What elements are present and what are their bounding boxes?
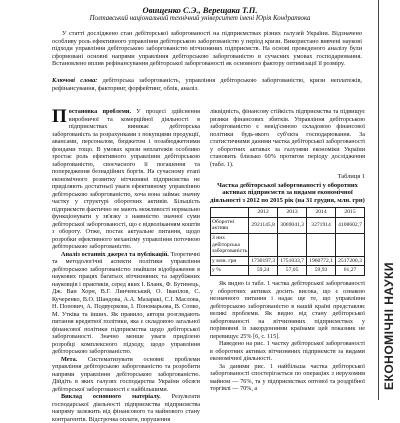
left-column — [52, 106, 201, 423]
table-header-row — [211, 208, 365, 218]
abstract: У статті досліджено стан дебіторської заборгованості на підприємствах різних галузей України. Відзначено особливу роль ефективного управління дебіторською заборгованістю у період кризи. Використано вивчені наукові підходи управління дебіторською заборгованістю вітчизняних підприємств. На основі проведеного аналізу були сформовані основні напрями управління дебіторською заборгованістю в сучасних умовах господарювання. Встановлено вплив рефінансування дебіторської заборгованості як основного фактору оптимізації її розміру. — [52, 30, 362, 68]
right-column — [210, 108, 365, 400]
table-cell: 4108602,7 — [336, 217, 365, 233]
author-affiliation: Полтавський національний технічний університет імені Юрія Кондратюка — [89, 15, 311, 22]
section-sidebar — [376, 0, 400, 400]
keywords-label: Ключові слова: — [52, 77, 98, 84]
table-row — [211, 256, 365, 266]
literature-paragraph — [52, 251, 200, 356]
table-cell: 61,27 — [336, 266, 365, 276]
right-paragraph-3: Наведено на рис. 1 частку дебіторської заборгованості в оборотних активах вітчизняних підприємств за видами економічної діяльності. — [210, 340, 365, 363]
intro-text: У процесі здійснення виробничої та комерційної діяльності в підприємствах виникає дебіторська заборгованість за розрахунками з покупцями продукції, авансами, персоналом, бюджетом і позабюджетними фондами тощо. В умовах кризи неплатежів особливо зростає роль ефективного управління дебіторською заборгованістю, своєчасного її погашення та попередження безнадійних боргів. На сучасному етапі економічного розвитку вітчизняні підприємства не приділяють достатньої уваги ефективному управлінню дебіторською заборгованістю, хоча вона займає значну частку у структурі оборотних активів. Більшість підприємств фактично не мають можливості нормально функціонувати у зв'язку з наявністю значної суми дебіторської заборгованості, що є відволіканням коштів з обороту. Отже, постає актуальне питання, щодо розробки ефективного механізму управління поточною дебіторською заборгованістю. — [52, 108, 201, 250]
table-cell: 1960772,1 — [307, 256, 336, 266]
article-authors: Овищенко С.Э., Верещака Т.П. — [142, 5, 258, 15]
table-row-label: З них дебіторська заборгованість — [211, 234, 249, 257]
table-cell: 2517200,3 — [336, 256, 365, 266]
table-row-label: у % — [211, 266, 249, 276]
main-text: Результати господарської діяльності підприємства підприємства напряму залежить від фінансового та майнового стану контрагентів. Відстрочка оплати, порушення — [52, 393, 200, 423]
intro-heading: остановка проблеми. — [68, 108, 132, 115]
table-cell: 1730197,3 — [249, 256, 278, 266]
data-table — [210, 207, 365, 276]
drop-cap: П — [52, 106, 67, 127]
table-header-cell: 2015 — [336, 208, 365, 218]
table-cell: 57,05 — [278, 266, 307, 276]
table-cell — [278, 234, 307, 257]
sidebar-divider — [378, 0, 379, 400]
main-paragraph — [52, 393, 200, 423]
table-cell: 59,93 — [307, 266, 336, 276]
section-label: ЕКОНОМІЧНІ НАУКИ — [382, 261, 396, 390]
main-heading: Виклад основного матеріалу. — [61, 393, 161, 400]
table-cell — [249, 234, 278, 257]
table-header-cell: 2013 — [278, 208, 307, 218]
table-row — [211, 234, 365, 257]
table-row — [211, 266, 365, 276]
table-row-label: у млн. грн — [211, 256, 249, 266]
table-title: Частка дебіторської заборгованості у оборотних активах підприємств за видами економічної діяльності з 2012 по 2015 рік (на 31 грудня, млн. грн) — [210, 181, 365, 204]
literature-heading: Аналіз останніх джерел та публікацій. — [61, 250, 169, 258]
literature-text: Теоретичні та методологічні аспекти політики управління дебіторською заборгованістю знайшли відображення в наукових працях багатьох вітчизняних та зарубіжних науковців і практиків, серед яких І. Бланк, Ф. Бутинець, Дж. Ван Хорн, В.Г. Линчевський, О. Іванілов, С. Кучеренко, В.О. Шандова, А.А. Мазаракі, С.І. Маслова, Н. Попович, А. Подвуєркова, І. Пономарьова, В. Сопко, М. Утківа та інших. Як правило, автори розглядають питання кредитної політики, яка є складовою загальної фінансової політики підприємства щодо дебіторської заборгованості. Значно менше уваги приділено розробці комплексного підходу, щодо управління дебіторською заборгованістю. — [52, 250, 201, 355]
right-paragraph-2: Як видно із табл. 1 частка дебіторської заборгованості у оборотних активах досить висока, що є ознакою незначного питання і надає ще те, що управління дебіторською заборгованістю в нашій країні представляє великі проблеми. Як видно від стану дебіторської заборгованості на вітчизняних підприємствах у порівнянні із закордонними країнами цей показник не перевищує 25% [6, с. 115]. — [210, 280, 365, 340]
table-cell — [307, 234, 336, 257]
goal-text: Систематизувати основні проблеми управління дебіторською заборгованістю та розробити напрями управління дебіторською заборгованістю. Дійдіть в яких галузях господарства України обсяги дебіторської заборгованості є найбільшими. — [52, 355, 200, 393]
keywords-text: дебіторська заборгованість, управління дебіторською заборгованістю, кризи неплатежів, рефінансування, факторинг, форфейтинг, облік, аналіз. — [52, 77, 362, 92]
table-cell — [336, 234, 365, 257]
intro-paragraph — [52, 108, 200, 251]
keywords — [52, 77, 362, 92]
goal-paragraph — [52, 356, 200, 394]
table-header-cell — [211, 208, 249, 218]
table-cell: 3271914 — [307, 217, 336, 233]
table-header-cell: 2012 — [249, 208, 278, 218]
table-cell: 1751033,7 — [278, 256, 307, 266]
table-cell: 3069041,3 — [278, 217, 307, 233]
table-header-cell: 2014 — [307, 208, 336, 218]
table-label: Таблиця 1 — [337, 173, 365, 180]
table-cell: 2921145,8 — [249, 217, 278, 233]
table-row-label: Оборотні активи — [211, 217, 249, 233]
right-paragraph-1: ліквідність, фінансову стійкість підприємства та підвищує ризики фінансових збитків. Управління дебіторською заборгованістю є невід'ємною складовою фінансової політики будь-якого суб'єкта господарювання. За статистичними даними частка дебіторської заборгованості у оборотних активах за галузями економіки України становить близько 60% протягом періоду дослідження (табл. 1). — [210, 108, 365, 168]
table-row — [211, 217, 365, 233]
goal-heading: Мета. — [61, 355, 78, 363]
right-paragraph-4: За даними рис. 1 найбільша частка дебіторської заборгованості спостерігається по операціях з нерухомим майном — 76%, та у підприємствах оптової та роздрібної торгівлі — 70%, а — [210, 362, 365, 393]
table-cell: 59,24 — [249, 266, 278, 276]
